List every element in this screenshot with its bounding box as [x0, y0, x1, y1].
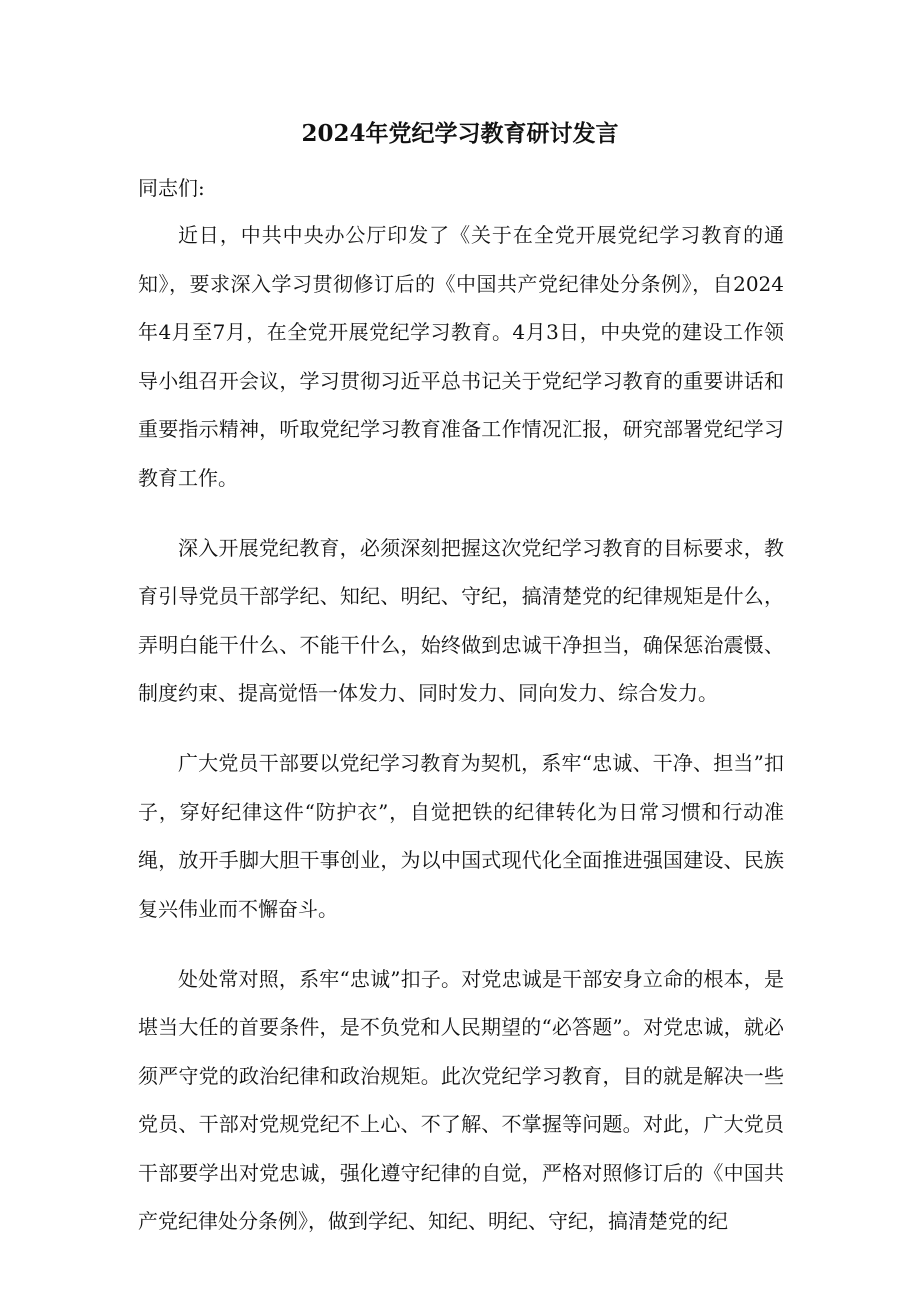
paragraph-2: 深入开展党纪教育，必须深刻把握这次党纪学习教育的目标要求，教育引导党员干部学纪、知纪、明纪、守纪，搞清楚党的纪律规矩是什么，弄明白能干什么、不能干什么，始终做到忠诚干净担当，确保惩治震慑、制度约束、提高觉悟一体发力、同时发力、同向发力、综合发力。: [138, 535, 784, 705]
paragraph-3: 广大党员干部要以党纪学习教育为契机，系牢“忠诚、干净、担当”扣子，穿好纪律这件“防护衣”，自觉把铁的纪律转化为日常习惯和行动准绳，放开手脚大胆干事创业，为以中国式现代化全面推进强国建设、民族复兴伟业而不懈奋斗。: [138, 751, 784, 921]
paragraph-4: 处处常对照，系牢“忠诚”扣子。对党忠诚是干部安身立命的根本，是堪当大任的首要条件，是不负党和人民期望的“必答题”。对党忠诚，就必须严守党的政治纪律和政治规矩。此次党纪学习教育，目的就是解决一些党员、干部对党规党纪不上心、不了解、不掌握等问题。对此，广大党员干部要学出对党忠诚，强化遵守纪律的自觉，严格对照修订后的《中国共产党纪律处分条例》，做到学纪、知纪、明纪、守纪，搞清楚党的纪: [138, 966, 784, 1233]
salutation: 同志们:: [138, 176, 205, 200]
document-title: 2024年党纪学习教育研讨发言: [301, 120, 619, 147]
document-body: [138, 211, 784, 1246]
paragraph-1: 近日，中共中央办公厅印发了《关于在全党开展党纪学习教育的通知》，要求深入学习贯彻修订后的《中国共产党纪律处分条例》，自2024年4月至7月，在全党开展党纪学习教育。4月3日，中央党的建设工作领导小组召开会议，学习贯彻习近平总书记关于党纪学习教育的重要讲话和重要指示精神，听取党纪学习教育准备工作情况汇报，研究部署党纪学习教育工作。: [138, 223, 784, 490]
